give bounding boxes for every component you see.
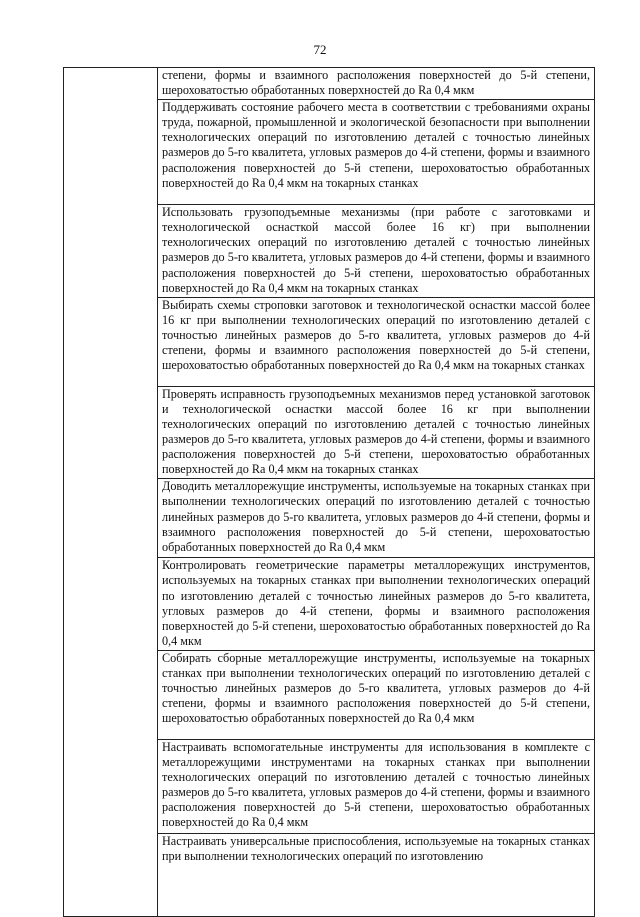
table-cell xyxy=(158,100,595,205)
table-cell xyxy=(158,833,595,916)
skill-text: Проверять исправность грузоподъемных механизмов перед установкой заготовок и технологической оснастки массой более 16 кг при выполнении технологических операций по изготовлению деталей с точностью линейных размеров до 5-го квалитета, угловых размеров до 4-й степени, формы и взаимного расположения поверхностей до 5-й степени, шероховатостью обработанных поверхностей до Ra 0,4 мкм на токарных станках xyxy=(162,386,590,477)
skill-text: Контролировать геометрические параметры металлорежущих инструментов, используемых на токарных станках при выполнении технологических операций по изготовлению деталей с точностью линейных размеров до 5-го квалитета, угловых размеров до 4-й степени, формы и взаимного расположения поверхностей до 5-й степени, шероховатостью обработанных поверхностей до Ra 0,4 мкм xyxy=(162,558,590,648)
skill-text: степени, формы и взаимного расположения поверхностей до 5-й степени, шероховатостью обработанных поверхностей до Ra 0,4 мкм xyxy=(162,68,590,98)
skills-table xyxy=(63,67,595,917)
table-row xyxy=(64,68,595,100)
category-cell xyxy=(64,68,158,917)
skill-text: Использовать грузоподъемные механизмы (при работе с заготовками и технологической оснасткой массой более 16 кг) при выполнении технологических операций по изготовлению деталей с точностью линейных размеров до 5-го квалитета, угловых размеров до 4-й степени, формы и взаимного расположения поверхностей до 5-й степени, шероховатостью обработанных поверхностей до Ra 0,4 мкм на токарных станках xyxy=(162,205,590,295)
table-cell xyxy=(158,650,595,739)
skill-text: Собирать сборные металлорежущие инструменты, используемые на токарных станках при выполнении технологических операций по изготовлению деталей с точностью линейных размеров до 5-го квалитета, угловых размеров до 4-й степени, формы и взаимного расположения поверхностей до 5-й степени, шероховатостью обработанных поверхностей до Ra 0,4 мкм xyxy=(162,650,590,726)
skill-text: Настраивать вспомогательные инструменты для использования в комплекте с металлорежущими инструментами на токарных станках при выполнении технологических операций по изготовлению деталей с точностью линейных размеров до 5-го квалитета, угловых размеров до 4-й степени, формы и взаимного расположения поверхностей до 5-й степени, шероховатостью обработанных поверхностей до Ra 0,4 мкм xyxy=(162,739,590,830)
skill-text: Выбирать схемы строповки заготовок и технологической оснастки массой более 16 кг при выполнении технологических операций по изготовлению деталей с точностью линейных размеров до 5-го квалитета, угловых размеров до 4-й степени, формы и взаимного расположения поверхностей до 5-й степени, шероховатостью обработанных поверхностей до Ra 0,4 мкм на токарных станках xyxy=(162,297,590,373)
table-cell xyxy=(158,297,595,386)
skill-text: Поддерживать состояние рабочего места в соответствии с требованиями охраны труда, пожарной, промышленной и экологической безопасности при выполнении технологических операций по изготовлению деталей с точностью линейных размеров до 5-го квалитета, угловых размеров до 4-й степени, формы и взаимного расположения поверхностей до 5-й степени, шероховатостью обработанных поверхностей до Ra 0,4 мкм на токарных станках xyxy=(162,100,590,190)
page-number: 72 xyxy=(313,42,327,57)
table-cell xyxy=(158,558,595,651)
skill-text: Настраивать универсальные приспособления, используемые на токарных станках при выполнении технологических операций по изготовлению xyxy=(162,833,590,863)
table-cell xyxy=(158,739,595,833)
table-cell xyxy=(158,479,595,558)
skill-text: Доводить металлорежущие инструменты, используемые на токарных станках при выполнении технологических операций по изготовлению деталей с точностью линейных размеров до 5-го квалитета, угловых размеров до 4-й степени, формы и взаимного расположения поверхностей до 5-й степени, шероховатостью обработанных поверхностей до Ra 0,4 мкм xyxy=(162,479,590,554)
table-cell xyxy=(158,205,595,298)
table-cell xyxy=(158,386,595,479)
table-cell xyxy=(158,68,595,100)
